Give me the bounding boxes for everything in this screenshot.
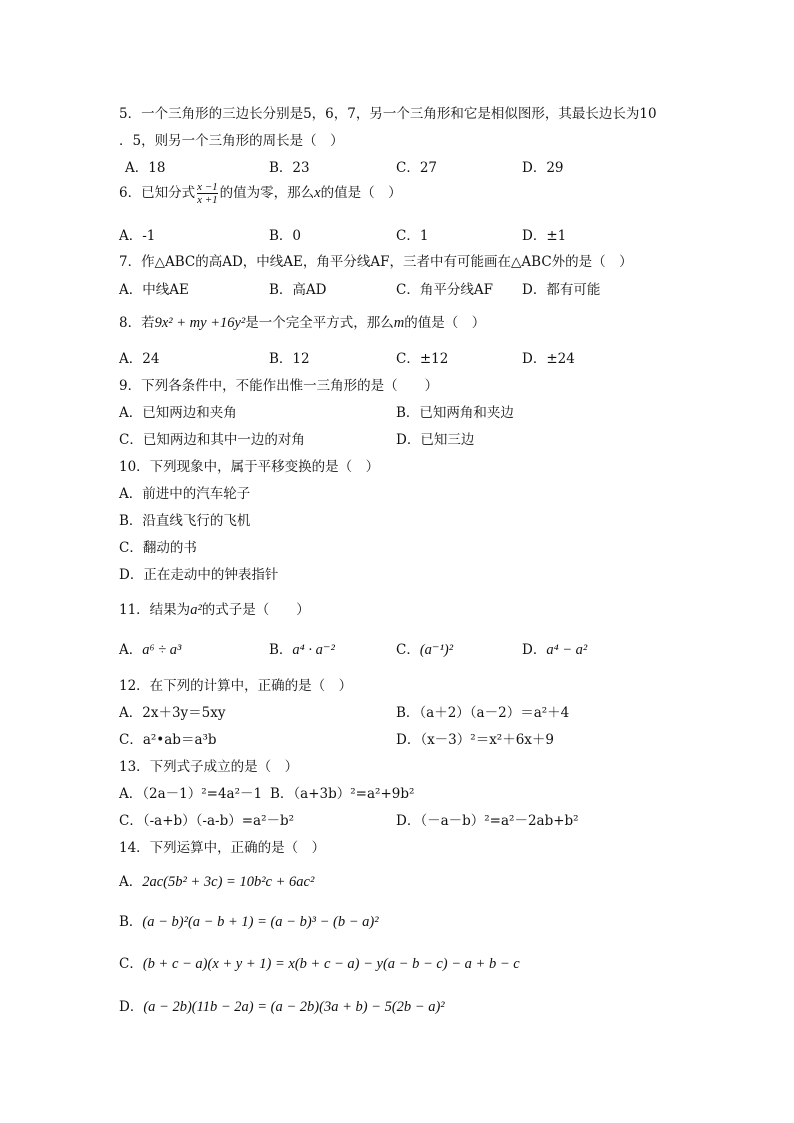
q14-option-b-label: B． bbox=[119, 914, 143, 930]
q10-option-c[interactable]: C．翻动的书 bbox=[119, 540, 197, 556]
q8-suffix: 的值是（ ） bbox=[404, 315, 486, 331]
q14-option-a[interactable] bbox=[119, 870, 314, 891]
q11-option-a-expression: a⁶ ÷ a³ bbox=[142, 642, 182, 658]
q11-option-d-expression: a⁴ − a² bbox=[546, 642, 588, 658]
q11-option-c[interactable] bbox=[396, 638, 453, 659]
q6-stem bbox=[119, 181, 402, 206]
q14-stem: 14．下列运算中，正确的是（ ） bbox=[119, 840, 326, 856]
q6-mid: 的值为零，那么 bbox=[219, 185, 315, 201]
q11-option-d-label: D． bbox=[522, 642, 547, 658]
q9-option-b[interactable]: B．已知两角和夹边 bbox=[396, 405, 514, 421]
q11-expression: a² bbox=[190, 602, 202, 618]
q6-suffix: 的值是（ ） bbox=[320, 185, 402, 201]
q13-stem: 13．下列式子成立的是（ ） bbox=[119, 759, 299, 775]
q6-option-b[interactable]: B．0 bbox=[269, 228, 302, 244]
q8-var: m bbox=[393, 315, 405, 331]
q13-option-a[interactable]: A．（2a－1）²=4a²－1 bbox=[119, 786, 263, 802]
q14-option-b-expression: (a − b)²(a − b + 1) = (a − b)³ − (b − a)² bbox=[142, 914, 379, 930]
q12-option-a[interactable]: A．2x＋3y＝5xy bbox=[119, 705, 226, 721]
q11-option-b-expression: a⁴ · a⁻² bbox=[292, 642, 335, 658]
q6-var: x bbox=[314, 185, 321, 201]
q9-option-c[interactable]: C．已知两边和其中一边的对角 bbox=[119, 432, 305, 448]
q14-option-d[interactable] bbox=[119, 995, 445, 1016]
q6-option-d[interactable]: D．±1 bbox=[522, 228, 567, 244]
q14-option-d-label: D． bbox=[119, 999, 144, 1015]
q14-option-c-label: C． bbox=[119, 956, 143, 972]
q14-option-d-expression: (a − 2b)(11b − 2a) = (a − 2b)(3a + b) − 5(2b − a)² bbox=[143, 999, 445, 1015]
q6-option-a[interactable]: A．-1 bbox=[119, 228, 156, 244]
q11-option-b[interactable] bbox=[269, 638, 335, 659]
q5-option-d[interactable]: D．29 bbox=[522, 160, 564, 176]
q7-option-b[interactable]: B．高AD bbox=[269, 282, 327, 298]
q14-option-c[interactable] bbox=[119, 952, 520, 973]
q11-option-b-label: B． bbox=[269, 642, 293, 658]
q8-option-a[interactable]: A．24 bbox=[119, 351, 160, 367]
q8-mid: 是一个完全平方式，那么 bbox=[245, 315, 394, 331]
q10-option-d[interactable]: D．正在走动中的钟表指针 bbox=[119, 567, 279, 583]
q9-stem: 9．下列各条件中，不能作出惟一三角形的是（ ） bbox=[119, 378, 439, 394]
q8-option-d[interactable]: D．±24 bbox=[522, 351, 575, 367]
q11-option-a-label: A． bbox=[119, 642, 143, 658]
q14-option-b[interactable] bbox=[119, 910, 379, 931]
q10-stem: 10．下列现象中，属于平移变换的是（ ） bbox=[119, 459, 380, 475]
q5-option-c[interactable]: C．27 bbox=[396, 160, 438, 176]
q12-option-d[interactable]: D．（x－3）²＝x²＋6x＋9 bbox=[396, 732, 555, 748]
q8-prefix: 8．若 bbox=[119, 315, 155, 331]
q6-fraction-numerator: x −1 bbox=[197, 181, 218, 193]
q7-stem: 7．作△ABC的高AD，中线AE，角平分线AF，三者中有可能画在△ABC外的是（ ） bbox=[119, 254, 633, 270]
q12-option-b[interactable]: B．（a＋2）（a－2）＝a²＋4 bbox=[396, 705, 570, 721]
q13-option-c[interactable]: C．（-a+b）（-a-b）=a²－b² bbox=[119, 813, 295, 829]
q14-option-a-expression: 2ac(5b² + 3c) = 10b²c + 6ac² bbox=[142, 874, 315, 890]
q8-option-c[interactable]: C．±12 bbox=[396, 351, 449, 367]
q6-prefix: 6．已知分式 bbox=[119, 185, 196, 201]
q11-suffix: 的式子是（ ） bbox=[201, 602, 310, 618]
q11-option-c-expression: (a⁻¹)² bbox=[419, 642, 454, 658]
q13-option-b[interactable]: B．（a+3b）²=a²+9b² bbox=[270, 786, 415, 802]
q14-option-a-label: A． bbox=[119, 874, 143, 890]
q11-stem bbox=[119, 598, 310, 619]
q9-option-d[interactable]: D．已知三边 bbox=[396, 432, 475, 448]
q5-stem-line1: 5．一个三角形的三边长分别是5，6，7，另一个三角形和它是相似图形，其最长边长为10 bbox=[119, 106, 657, 122]
q11-option-a[interactable] bbox=[119, 638, 181, 659]
q10-option-a[interactable]: A．前进中的汽车轮子 bbox=[119, 486, 251, 502]
q12-option-c[interactable]: C．a²•ab＝a³b bbox=[119, 732, 217, 748]
q7-option-a[interactable]: A．中线AE bbox=[119, 282, 189, 298]
q6-option-c[interactable]: C．1 bbox=[396, 228, 429, 244]
q8-expression: 9x² + my +16y² bbox=[154, 315, 246, 331]
q6-fraction-denominator: x +1 bbox=[197, 194, 218, 206]
q5-stem-line2: ．5，则另一个三角形的周长是（ ） bbox=[119, 133, 344, 149]
q7-option-c[interactable]: C．角平分线AF bbox=[396, 282, 493, 298]
q6-fraction bbox=[197, 181, 218, 206]
q9-option-a[interactable]: A．已知两边和夹角 bbox=[119, 405, 237, 421]
q8-stem bbox=[119, 311, 485, 332]
q5-option-a[interactable]: A．18 bbox=[125, 160, 166, 176]
q14-option-c-expression: (b + c − a)(x + y + 1) = x(b + c − a) − y(a − b − c) − a + b − c bbox=[142, 956, 520, 972]
q12-stem: 12．在下列的计算中，正确的是（ ） bbox=[119, 678, 353, 694]
q10-option-b[interactable]: B．沿直线飞行的飞机 bbox=[119, 513, 251, 529]
q7-option-d[interactable]: D．都有可能 bbox=[522, 282, 601, 298]
q5-option-b[interactable]: B．23 bbox=[269, 160, 310, 176]
q8-option-b[interactable]: B．12 bbox=[269, 351, 310, 367]
q11-option-d[interactable] bbox=[522, 638, 587, 659]
q13-option-d[interactable]: D．（－a－b）²=a²－2ab+b² bbox=[396, 813, 579, 829]
q11-option-c-label: C． bbox=[396, 642, 420, 658]
q11-prefix: 11．结果为 bbox=[119, 602, 191, 618]
